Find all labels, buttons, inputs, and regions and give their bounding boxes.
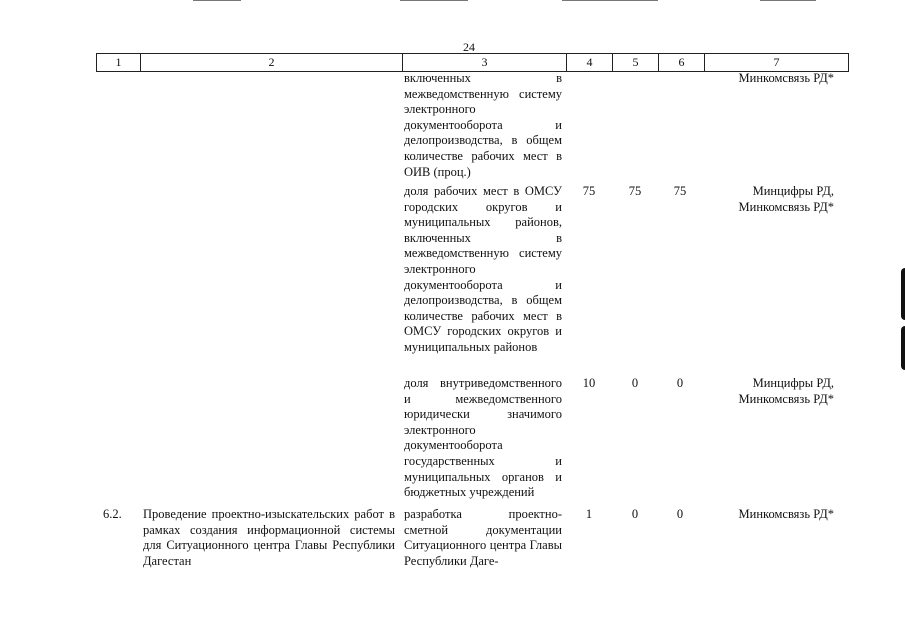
scan-edge-line xyxy=(760,0,816,1)
table-row-value-6: 0 xyxy=(676,376,684,390)
table-row-responsible: Минкомсвязь РД* xyxy=(738,507,834,521)
scan-edge-line xyxy=(193,0,241,1)
scan-edge-line xyxy=(562,0,658,1)
scan-edge-line xyxy=(400,0,468,1)
table-row-indicator: разработка проектно-сметной документации Ситуационного центра Главы Республики Даге- xyxy=(404,507,562,568)
column-number: 7 xyxy=(704,54,849,71)
binding-mark xyxy=(901,268,905,320)
column-number: 5 xyxy=(612,54,658,71)
table-row-value-6: 75 xyxy=(673,184,687,198)
column-number-header xyxy=(96,53,849,72)
table-row-indicator: включенных в межведомственную систему электронного документооборота и делопроизводства, в общем количестве рабочих мест в ОИВ (проц.) xyxy=(404,71,562,179)
table-row-value-6: 0 xyxy=(676,507,684,521)
page-number: 24 xyxy=(463,40,475,54)
column-number: 6 xyxy=(658,54,704,71)
table-row-title: Проведение проектно-изыскательских работ в рамках создания информационной системы для Ситуационного центра Главы Республики Дагестан xyxy=(143,507,395,568)
table-row-value-4: 1 xyxy=(585,507,593,521)
table-row-value-5: 75 xyxy=(628,184,642,198)
binding-mark xyxy=(901,326,905,370)
column-number: 4 xyxy=(566,54,612,71)
table-row-value-4: 10 xyxy=(582,376,596,390)
table-row-responsible: Минцифры РД, Минкомсвязь РД* xyxy=(738,376,834,406)
column-number: 3 xyxy=(402,54,566,71)
table-row-value-4: 75 xyxy=(582,184,596,198)
table-row-responsible: Минкомсвязь РД* xyxy=(738,71,834,85)
table-row-responsible: Минцифры РД, Минкомсвязь РД* xyxy=(738,184,834,214)
table-row-number: 6.2. xyxy=(103,507,122,521)
column-number: 1 xyxy=(96,54,140,71)
table-row-value-5: 0 xyxy=(631,376,639,390)
column-number: 2 xyxy=(140,54,402,71)
table-row-indicator: доля рабочих мест в ОМСУ городских округов и муниципальных районов, включенных в межведомственную систему электронного документооборота и делопроизводства, в общем количестве рабочих мест в ОМСУ городских округов и муниципальных районов xyxy=(404,184,562,354)
table-row-value-5: 0 xyxy=(631,507,639,521)
table-row-indicator: доля внутриведомственного и межведомственного юридически значимого электронного документооборота государственных и муниципальных органов и бюджетных учреждений xyxy=(404,376,562,500)
